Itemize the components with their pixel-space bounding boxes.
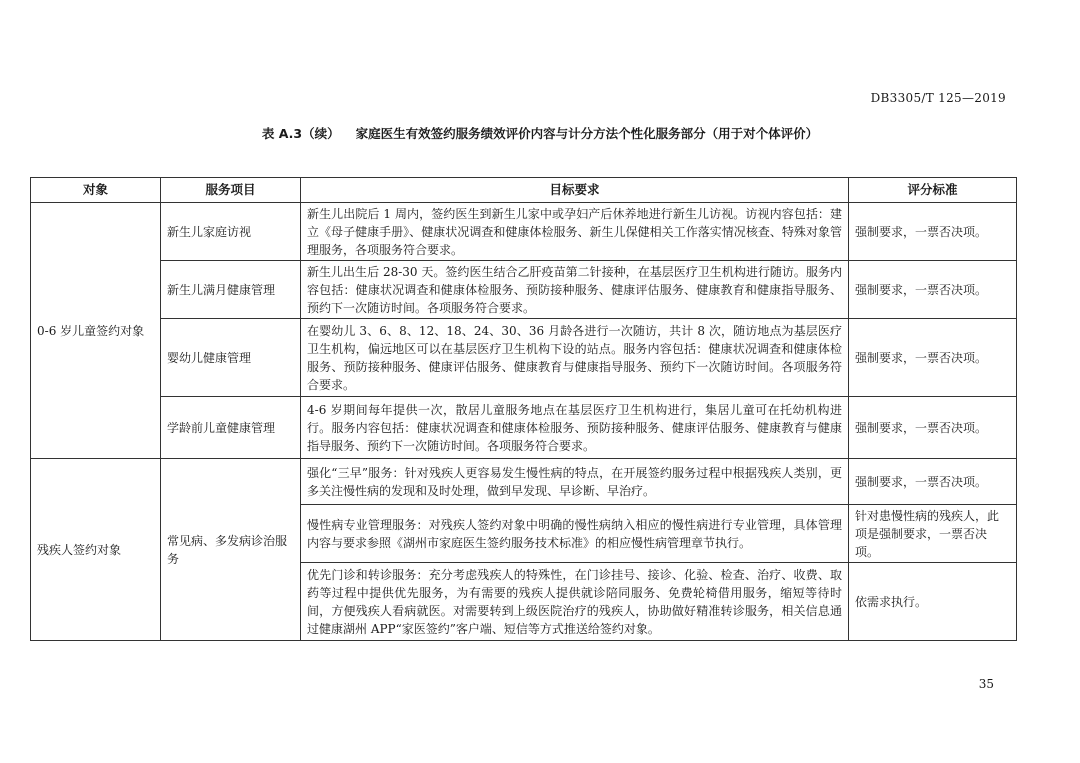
column-header-service-item: 服务项目	[161, 178, 301, 203]
scoring-cell: 依需求执行。	[849, 563, 1017, 641]
target-cell: 在婴幼儿 3、6、8、12、18、24、30、36 月龄各进行一次随访，共计 8 次，随访地点为基层医疗卫生机构，偏远地区可以在基层医疗卫生机构下设的站点。服务内容包括：健康状况调查和健康体检服务、预防接种服务、健康评估服务、健康教育与健康指导服务、预约下一次随访时间。各项服务符合要求。	[301, 319, 849, 397]
object-cell-disabled: 残疾人签约对象	[31, 459, 161, 641]
target-cell: 新生儿出院后 1 周内，签约医生到新生儿家中或孕妇产后休养地进行新生儿访视。访视内容包括：建立《母子健康手册》、健康状况调查和健康体检服务、新生儿保健相关工作落实情况核查、特殊对象管理服务，各项服务符合要求。	[301, 203, 849, 261]
column-header-scoring: 评分标准	[849, 178, 1017, 203]
table-header-row	[31, 178, 1017, 203]
object-cell-children: 0-6 岁儿童签约对象	[31, 203, 161, 459]
document-code: DB3305/T 125—2019	[870, 91, 1006, 105]
table-row	[31, 261, 1017, 319]
table-title	[0, 124, 1080, 142]
service-item-cell: 常见病、多发病诊治服务	[161, 459, 301, 641]
scoring-cell: 强制要求，一票否决项。	[849, 203, 1017, 261]
target-cell: 慢性病专业管理服务：对残疾人签约对象中明确的慢性病纳入相应的慢性病进行专业管理，具体管理内容与要求参照《湖州市家庭医生签约服务技术标准》的相应慢性病管理章节执行。	[301, 505, 849, 563]
page-number: 35	[978, 677, 994, 691]
service-item-cell: 新生儿满月健康管理	[161, 261, 301, 319]
scoring-cell: 强制要求，一票否决项。	[849, 459, 1017, 505]
target-cell: 优先门诊和转诊服务：充分考虑残疾人的特殊性，在门诊挂号、接诊、化验、检查、治疗、收费、取药等过程中提供优先服务，为有需要的残疾人提供就诊陪同服务、免费轮椅借用服务，缩短等待时间，方便残疾人看病就医。对需要转到上级医院治疗的残疾人，协助做好精准转诊服务，相关信息通过健康湖州 APP“家医签约”客户端、短信等方式推送给签约对象。	[301, 563, 849, 641]
column-header-target: 目标要求	[301, 178, 849, 203]
table-label: 表 A.3（续）	[261, 126, 340, 141]
scoring-cell: 强制要求，一票否决项。	[849, 261, 1017, 319]
target-cell: 强化“三早”服务：针对残疾人更容易发生慢性病的特点，在开展签约服务过程中根据残疾人类别，更多关注慢性病的发现和及时处理，做到早发现、早诊断、早治疗。	[301, 459, 849, 505]
table-title-text: 家庭医生有效签约服务绩效评价内容与计分方法个性化服务部分（用于对个体评价）	[355, 126, 819, 141]
target-cell: 4-6 岁期间每年提供一次，散居儿童服务地点在基层医疗卫生机构进行，集居儿童可在托幼机构进行。服务内容包括：健康状况调查和健康体检服务、预防接种服务、健康评估服务、健康教育与健康指导服务、预约下一次随访时间。各项服务符合要求。	[301, 397, 849, 459]
service-item-cell: 新生儿家庭访视	[161, 203, 301, 261]
evaluation-table	[30, 177, 1017, 641]
service-item-cell: 学龄前儿童健康管理	[161, 397, 301, 459]
table-row	[31, 397, 1017, 459]
table-row	[31, 459, 1017, 505]
scoring-cell: 强制要求，一票否决项。	[849, 397, 1017, 459]
column-header-object: 对象	[31, 178, 161, 203]
scoring-cell: 针对患慢性病的残疾人，此项是强制要求，一票否决项。	[849, 505, 1017, 563]
target-cell: 新生儿出生后 28-30 天。签约医生结合乙肝疫苗第二针接种，在基层医疗卫生机构进行随访。服务内容包括：健康状况调查和健康体检服务、预防接种服务、健康评估服务、健康教育和健康指导服务、预约下一次随访时间。各项服务符合要求。	[301, 261, 849, 319]
table-row	[31, 319, 1017, 397]
table-row	[31, 203, 1017, 261]
service-item-cell: 婴幼儿健康管理	[161, 319, 301, 397]
scoring-cell: 强制要求，一票否决项。	[849, 319, 1017, 397]
